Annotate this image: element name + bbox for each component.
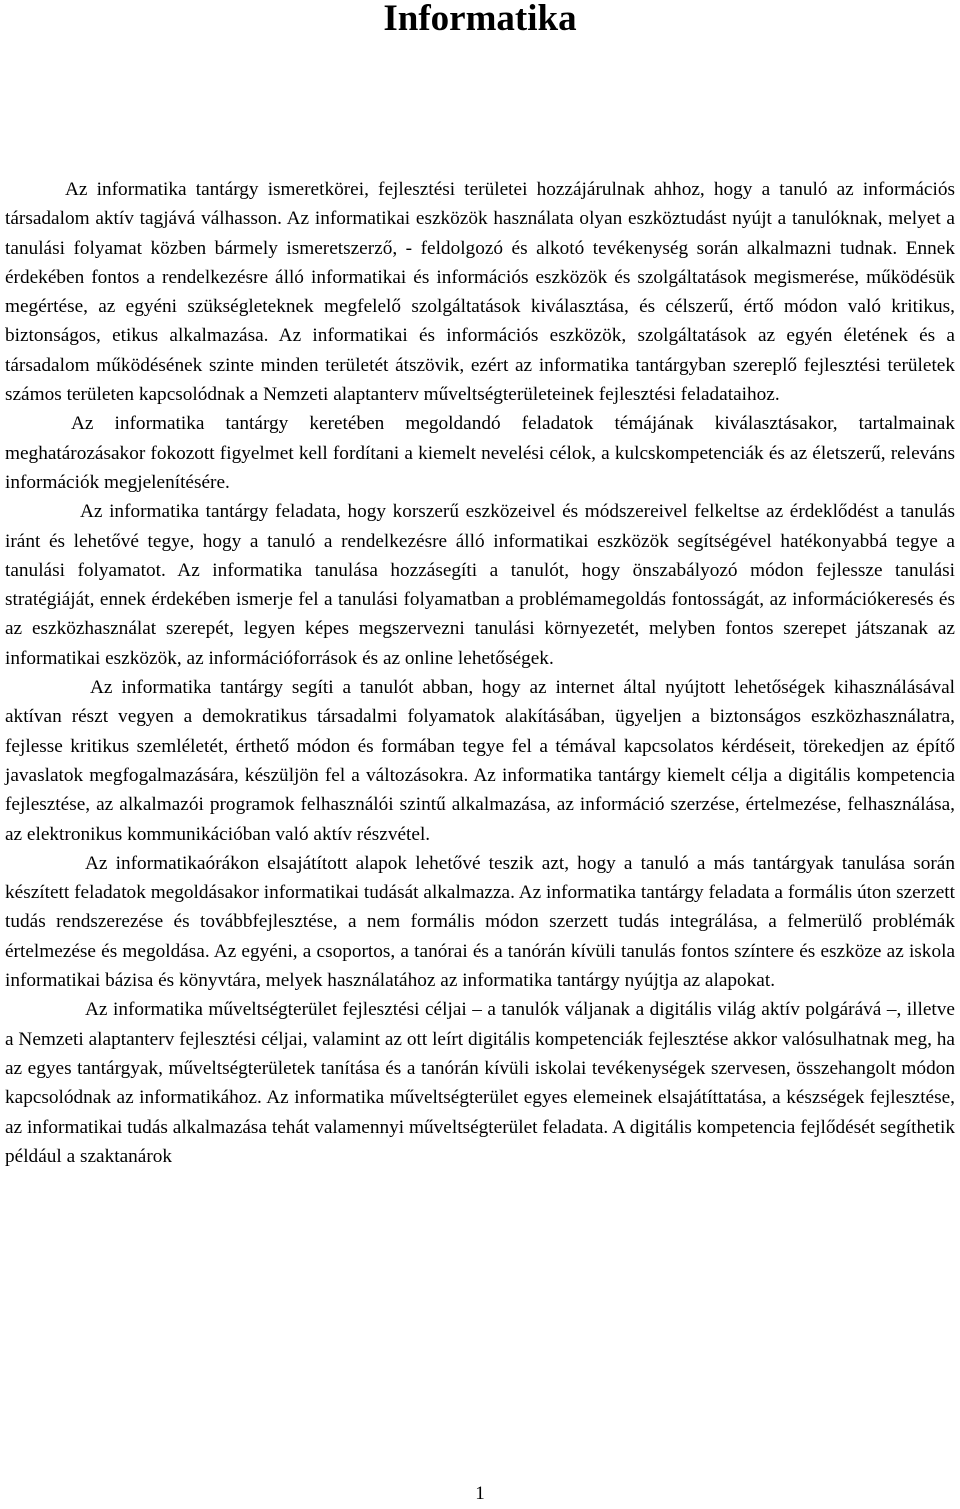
- paragraph: Az informatika műveltségterület fejlesztési céljai – a tanulók váljanak a digitális világ aktív polgárává –, illetve a Nemzeti alaptanterv fejlesztési céljai, valamint az ott leírt digitális kompetenciák fejlesztése akkor valósulhatnak meg, ha az egyes tantárgyak, műveltségterületek tanítása és a tanórán kívüli iskolai tevékenységek szervesen, összehangolt módon kapcsolódnak az informatikához. Az informatika műveltségterület egyes elemeinek elsajátíttatása, a készségek fejlesztése, az informatikai tudás alkalmazása tehát valamennyi műveltségterület feladata. A digitális kompetencia fejlődését segíthetik például a szaktanárok: [5, 999, 955, 1167]
- document-title: Informatika: [383, 0, 577, 39]
- page-number: 1: [475, 1483, 485, 1504]
- paragraph: Az informatika tantárgy keretében megoldandó feladatok témájának kiválasztásakor, tartalmainak meghatározásakor fokozott figyelmet kell fordítani a kiemelt nevelési célok, a kulcskompetenciák és az életszerű, releváns információk megjelenítésére.: [5, 413, 955, 493]
- paragraph: Az informatikaórákon elsajátított alapok lehetővé teszik azt, hogy a tanuló a más tantárgyak tanulása során készített feladatok megoldásakor informatikai tudását alkalmazza. Az informatika tantárgy feladata a formális úton szerzett tudás rendszerezése és továbbfejlesztése, a nem formális módon szerzett tudás integrálása, a felmerülő problémák értelmezése és megoldása. Az egyéni, a csoportos, a tanórai és a tanórán kívüli tanulás fontos színtere és eszköze az iskola informatikai bázisa és könyvtára, melyek használatához az informatika tantárgy nyújtja az alapokat.: [5, 852, 955, 992]
- paragraph: Az informatika tantárgy ismeretkörei, fejlesztési területei hozzájárulnak ahhoz, hogy a tanuló az információs társadalom aktív tagjává válhasson. Az informatikai eszközök használata olyan eszköztudást nyújt a tanulóknak, melyet a tanulási folyamat közben bármely ismeretszerző, - feldolgozó és alkotó tevékenység során alkalmazni tudnak. Ennek érdekében fontos a rendelkezésre álló informatikai és információs eszközök és szolgáltatások megismerése, működésük megértése, az egyéni szükségleteknek megfelelő szolgáltatások kiválasztása, és célszerű, értő módon való kritikus, biztonságos, etikus alkalmazása. Az informatikai és információs eszközök, szolgáltatások az egyén életének és a társadalom működésének szinte minden területét átszövik, ezért az informatika tantárgyban szereplő fejlesztési területek számos területen kapcsolódnak a Nemzeti alaptanterv műveltségterületeinek fejlesztési feladataihoz.: [5, 179, 955, 406]
- paragraph: Az informatika tantárgy segíti a tanulót abban, hogy az internet által nyújtott lehetőségek kihasználásával aktívan részt vegyen a demokratikus társadalmi folyamatok alakításában, ügyeljen a biztonságos eszközhasználatra, fejlesse kritikus szemléletét, érthető módon és formában tegye fel a témával kapcsolatos kérdéseit, törekedjen az építő javaslatok megfogalmazására, készüljön fel a változásokra. Az informatika tantárgy kiemelt célja a digitális kompetencia fejlesztése, az alkalmazói programok felhasználói szintű alkalmazása, az információ szerzése, értelmezése, felhasználása, az elektronikus kommunikációban való aktív részvétel.: [5, 677, 955, 845]
- document-body: [5, 175, 955, 1171]
- paragraph: Az informatika tantárgy feladata, hogy korszerű eszközeivel és módszereivel felkeltse az érdeklődést a tanulás iránt és lehetővé tegye, hogy a tanuló a rendelkezésre álló informatikai eszközök segítségével hatékonyabbá tegye a tanulási folyamatot. Az informatika tanulása hozzásegíti a tanulót, hogy önszabályozó módon fejlessze tanulási stratégiáját, ennek érdekében ismerje fel a tanulási folyamatban a problémamegoldás fontosságát, az információkeresés és az eszközhasználat szerepét, legyen képes megszervezni tanulási környezetét, melyben fontos szerepet játszanak az informatikai eszközök, az információforrások és az online lehetőségek.: [5, 501, 955, 669]
